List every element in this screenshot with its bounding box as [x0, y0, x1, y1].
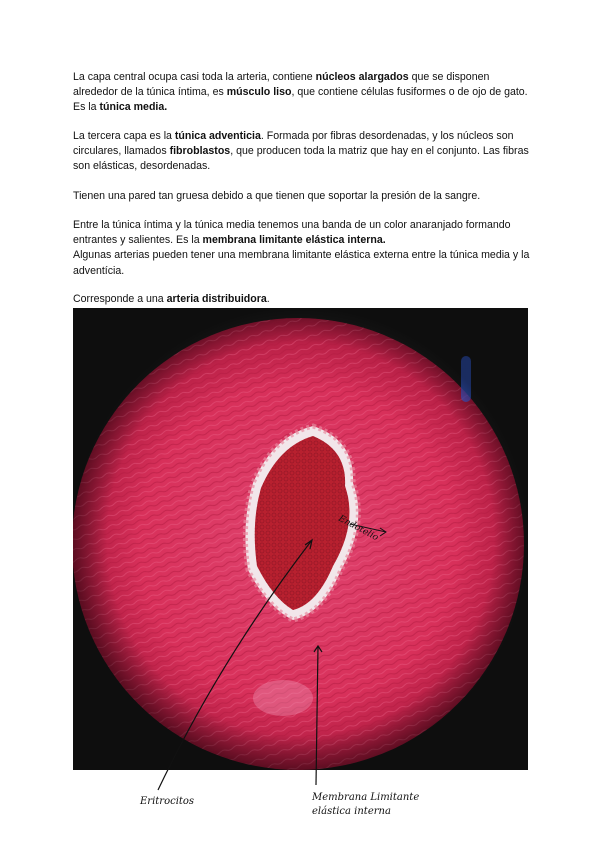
bold-term: membrana limitante elástica interna.	[202, 234, 386, 247]
text: Algunas arterias pueden tener una membrana limitante elástica externa entre la túnica media y la adventícia.	[73, 249, 530, 277]
text: .	[266, 293, 270, 305]
label-endotelio: Endotelio	[336, 513, 380, 544]
text: , que producen toda la matriz que hay en el conjunto. Las fibras son elásticas, desordenadas.	[73, 145, 529, 173]
text: . Formada por fibras desordenadas, y los núcleos son circulares, llamados	[73, 130, 514, 158]
text: Tienen una pared tan gruesa debido a que tienen que soportar la presión de la sangre.	[73, 190, 481, 202]
label-eritrocitos: Eritrocitos	[140, 796, 195, 807]
bold-term: túnica adventicia	[174, 130, 261, 142]
label-membrana-line2: elástica interna	[312, 806, 391, 817]
arrowhead-endotelio	[380, 528, 386, 536]
text: , que contiene células fusiformes o de ojo de gato. Es la	[73, 86, 528, 114]
text: La capa central ocupa casi toda la arteria, contiene	[73, 71, 316, 83]
arrow-membrana	[316, 646, 318, 785]
bold-term: núcleos alargados	[315, 71, 409, 83]
text: Corresponde a una	[73, 293, 167, 305]
text: Entre la túnica íntima y la túnica media tenemos una banda de un color anaranjado formando entrantes y salientes. Es la	[73, 219, 511, 247]
bold-term: fibroblastos	[169, 145, 231, 158]
bold-term: túnica media.	[99, 101, 168, 114]
text: que se disponen alrededor de la túnica íntima, es	[73, 71, 490, 99]
text: La tercera capa es la	[73, 130, 175, 142]
label-membrana-line1: Membrana Limitante	[312, 792, 420, 803]
bold-term: arteria distribuidora	[166, 293, 267, 305]
arrow-eritrocitos	[158, 540, 312, 790]
bold-term: músculo liso	[226, 86, 292, 99]
